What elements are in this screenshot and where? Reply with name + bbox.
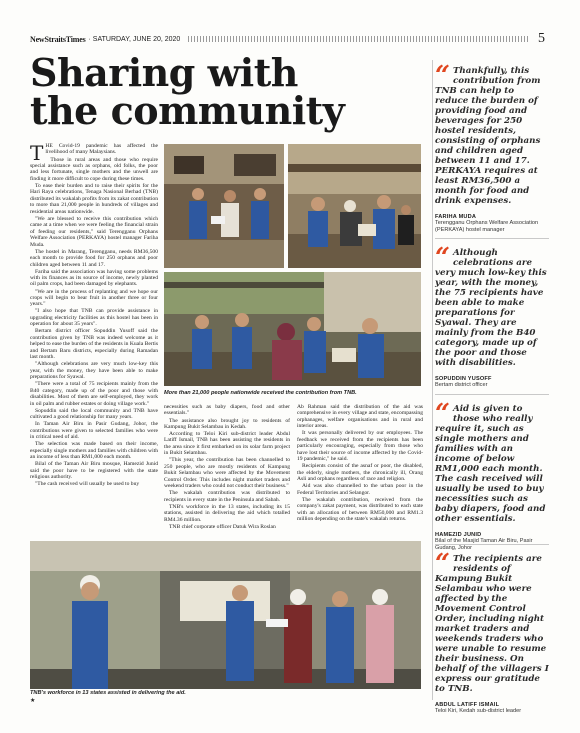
- article-column-1: [30, 143, 158, 535]
- quote-mark-icon: “: [435, 61, 450, 91]
- masthead-rule: [188, 36, 530, 42]
- photo-elderly-recipient: [164, 272, 421, 386]
- speaker-name: SOPUDDIN YUSOFF: [435, 376, 492, 382]
- article-paragraph: In Taman Air Biru in Pasir Gudang, Johor, the contributions were given to selected families who were in critical need of aid.: [30, 421, 158, 441]
- article-paragraph: The selection was made based on their income, especially single mothers and families with children with an income of less than RM1,000 each month.: [30, 441, 158, 461]
- issue-date: · SATURDAY, JUNE 20, 2020: [88, 35, 181, 43]
- star-icon: ★: [30, 698, 36, 704]
- article-paragraph: The wakalah contribution, received from the company's zakat payment, was distributed to each state with an allocation of between RM50,000 and RM1.3 million depending on the state's wakalah returns.: [297, 496, 423, 523]
- article-paragraph: Ab Rahman said the distribution of the aid was comprehensive in every village and state, encompassing orphanages, welfare organisations and in rural and interior areas.: [297, 404, 423, 430]
- article-paragraph: The assistance also brought joy to residents of Kampung Bukit Selambau in Kedah.: [164, 417, 290, 430]
- article-paragraph: To ease their burden and to raise their spirits for the Hari Raya celebrations, Tenaga Nasional Berhad (TNB) distributed its wakalah profits from its zakat contribution to more than 21,000 people in hundreds of villages and residential areas nationwide.: [30, 182, 158, 215]
- headline-line-1: Sharing with: [30, 50, 298, 95]
- speaker-name: ABDUL LATIFF ISMAIL: [435, 702, 500, 708]
- article-paragraph: Those in rural areas and those who require special assistance such as orphans, old folks, the poor and less fortunate, single mothers and the unwell are finding it more difficult to cope during these times.: [30, 156, 158, 182]
- pull-quote-abdul-latiff: [435, 549, 549, 715]
- speaker-name: FARIHA MUDA: [435, 214, 477, 220]
- quote-mark-icon: “: [435, 549, 450, 579]
- speaker-role: Teloi Kiri, Kedah sub-district leader: [435, 708, 522, 714]
- pull-quote-text: “ The recipients are residents of Kampung Bukit Selambau who were affected by the Movement Control Order, including night market traders and weekends traders who were unable to resume their business. On behalf of the villagers I express our gratitude to TNB.: [435, 549, 549, 694]
- article-paragraph: "We are blessed to receive this contribution which came at a time when we were feeling the financial strain of feeding our residents," said Terengganu Orphans Welfare Association (PERKAYA) hostel manager Fariha Muda.: [30, 215, 158, 248]
- headline-line-2: the community: [30, 88, 345, 133]
- dropcap: T: [30, 143, 44, 165]
- article-paragraph: "We are in the process of replanting and we hope our crops will begin to bear fruit in another three or four years.": [30, 288, 158, 308]
- pull-quote-text: “ Thankfully, this contribution from TNB can help to reduce the burden of providing food and beverages for 250 hostel residents, consisting of orphans and children aged between 11 and 17. PERKAYA requires at least RM36,500 a month for food and drink expenses.: [435, 61, 541, 206]
- article-paragraph: The hostel in Marang, Terengganu, needs RM36,500 each month to provide food for 250 orphans and poor children aged between 11 and 17.: [30, 248, 158, 268]
- pull-quote-text: “ Aid is given to those who really require it, such as single mothers and families with an income of below RM1,000 each month. The cash received will usually be used to buy necessities such as baby diapers, food and other essentials.: [435, 399, 546, 524]
- photo-aid-handover-house: [164, 144, 284, 268]
- quote-mark-icon: “: [435, 243, 450, 273]
- article-paragraph: "The cash received will usually be used to buy: [35, 481, 140, 488]
- headline: [30, 50, 430, 133]
- speaker-role: Bertam district officer: [435, 382, 488, 388]
- pull-quote-fariha: [435, 61, 549, 234]
- quote-divider: [435, 238, 549, 239]
- quote-divider: [435, 544, 549, 545]
- photo-mosque-handover: [30, 541, 421, 689]
- newspaper-brand: NewStraitsTimes: [30, 34, 86, 44]
- article-paragraph: The wakalah contribution was distributed to recipients in every state in the Peninsula and Sabah.: [164, 490, 290, 503]
- article-paragraph: Bilal of the Taman Air Biru mosque, Hamezid Junid said the poor have to be registered with the state religious authority.: [30, 461, 158, 480]
- article-paragraph: "I also hope that TNB can provide assistance in upgrading electricity facilities as this hostel has been in operation for about 35 years".: [30, 308, 158, 328]
- speaker-role: Bilal of the Masjid Taman Air Biru, Pasir Gudang, Johor: [435, 538, 533, 551]
- article-paragraph: necessities such as baby diapers, food and other essentials.": [164, 404, 290, 417]
- speaker-role: Terengganu Orphans Welfare Association (PERKAYA) hostel manager: [435, 220, 539, 233]
- article-paragraph: THE Covid-19 pandemic has affected the livelihood of many Malaysians.: [30, 143, 158, 165]
- article-paragraph: It was personally delivered by our employees. The feedback we received from the recipients has been particularly encouraging, especially from those who have lost their source of income affected by the Covid-19 pandemic," he said.: [297, 430, 423, 463]
- article-column-3: [297, 404, 423, 537]
- article-paragraph: According to Teloi Kiri sub-district leader Abdul Latiff Ismail, TNB has been assisting the residents in the area since it first embarked on its solar farm project in Bukit Selambau.: [164, 431, 290, 457]
- pull-quote-sopuddin: [435, 243, 549, 389]
- quote-mark-icon: “: [435, 399, 450, 429]
- article-paragraph: "This year, the contribution has been channelled to 250 people, who are mostly residents of Kampung Bukit Selambau who were affected by the Movement Control Order. This includes night market traders and weekend traders who could not conduct their business.": [164, 457, 290, 490]
- article-column-2: [164, 404, 290, 537]
- article-paragraph: Fariha said the association was having some problems with its finances as its source of income, newly planted oil palm crops, had been damaged by elephants.: [30, 268, 158, 288]
- article-paragraph: TNB's workforce in the 13 states, including its 15 stations, assisted in delivering the aid which totalled RM4.36 million.: [164, 503, 290, 523]
- quote-divider: [435, 394, 549, 395]
- photo-aid-delivery-porch: [288, 144, 421, 268]
- article-paragraph: Recipients consist of the asnaf or poor, the disabled, the elderly, single mothers, the chronically ill, Orang Asli and orphans regardless of race and religion.: [297, 463, 423, 483]
- pull-quote-text: “ Although celebrations are very much low-key this year, with the money, the 75 recipients have been able to make preparations for Syawal. They are mainly from the B40 category, made up of the poor and those with disabilities.: [435, 243, 547, 368]
- pull-quote-hamezid: [435, 399, 549, 552]
- speaker-name: HAMEZID JUNID: [435, 532, 482, 538]
- photo-caption-bottom: TNB's workforce in 13 states assisted in delivering the aid.: [30, 690, 186, 696]
- article-paragraph: "There were a total of 75 recipients mainly from the B40 category, made up of the poor and those with disabilities. Most of them are self-employed, they work in oil palm and rubber estates or doing village work.": [30, 381, 158, 407]
- pull-quote-sidebar: [432, 60, 549, 714]
- article-paragraph: Sopuddin said the local community and TNB have cultivated a good relationship for many years.: [30, 407, 158, 421]
- article-paragraph: Aid was also channelled to the urban poor in the Federal Territories and Selangor.: [297, 483, 423, 496]
- masthead: [30, 32, 545, 46]
- photo-caption-top: More than 21,000 people nationwide received the contribution from TNB.: [164, 390, 357, 396]
- article-paragraph: "Although celebrations are very much low-key this year, with the money, they have been able to make preparations for Syawal.: [30, 361, 158, 381]
- article-paragraph: TNB chief corporate officer Datuk Wira Roslan: [169, 523, 276, 530]
- page-number: 5: [538, 31, 545, 46]
- article-paragraph: Bertam district officer Sopuddin Yusoff said the contribution given by TNB was indeed welcome as it helped to ease the burden of the residents in Kuala Bertis and Bertam Baru districts, especially during Ramadan last month.: [30, 328, 158, 361]
